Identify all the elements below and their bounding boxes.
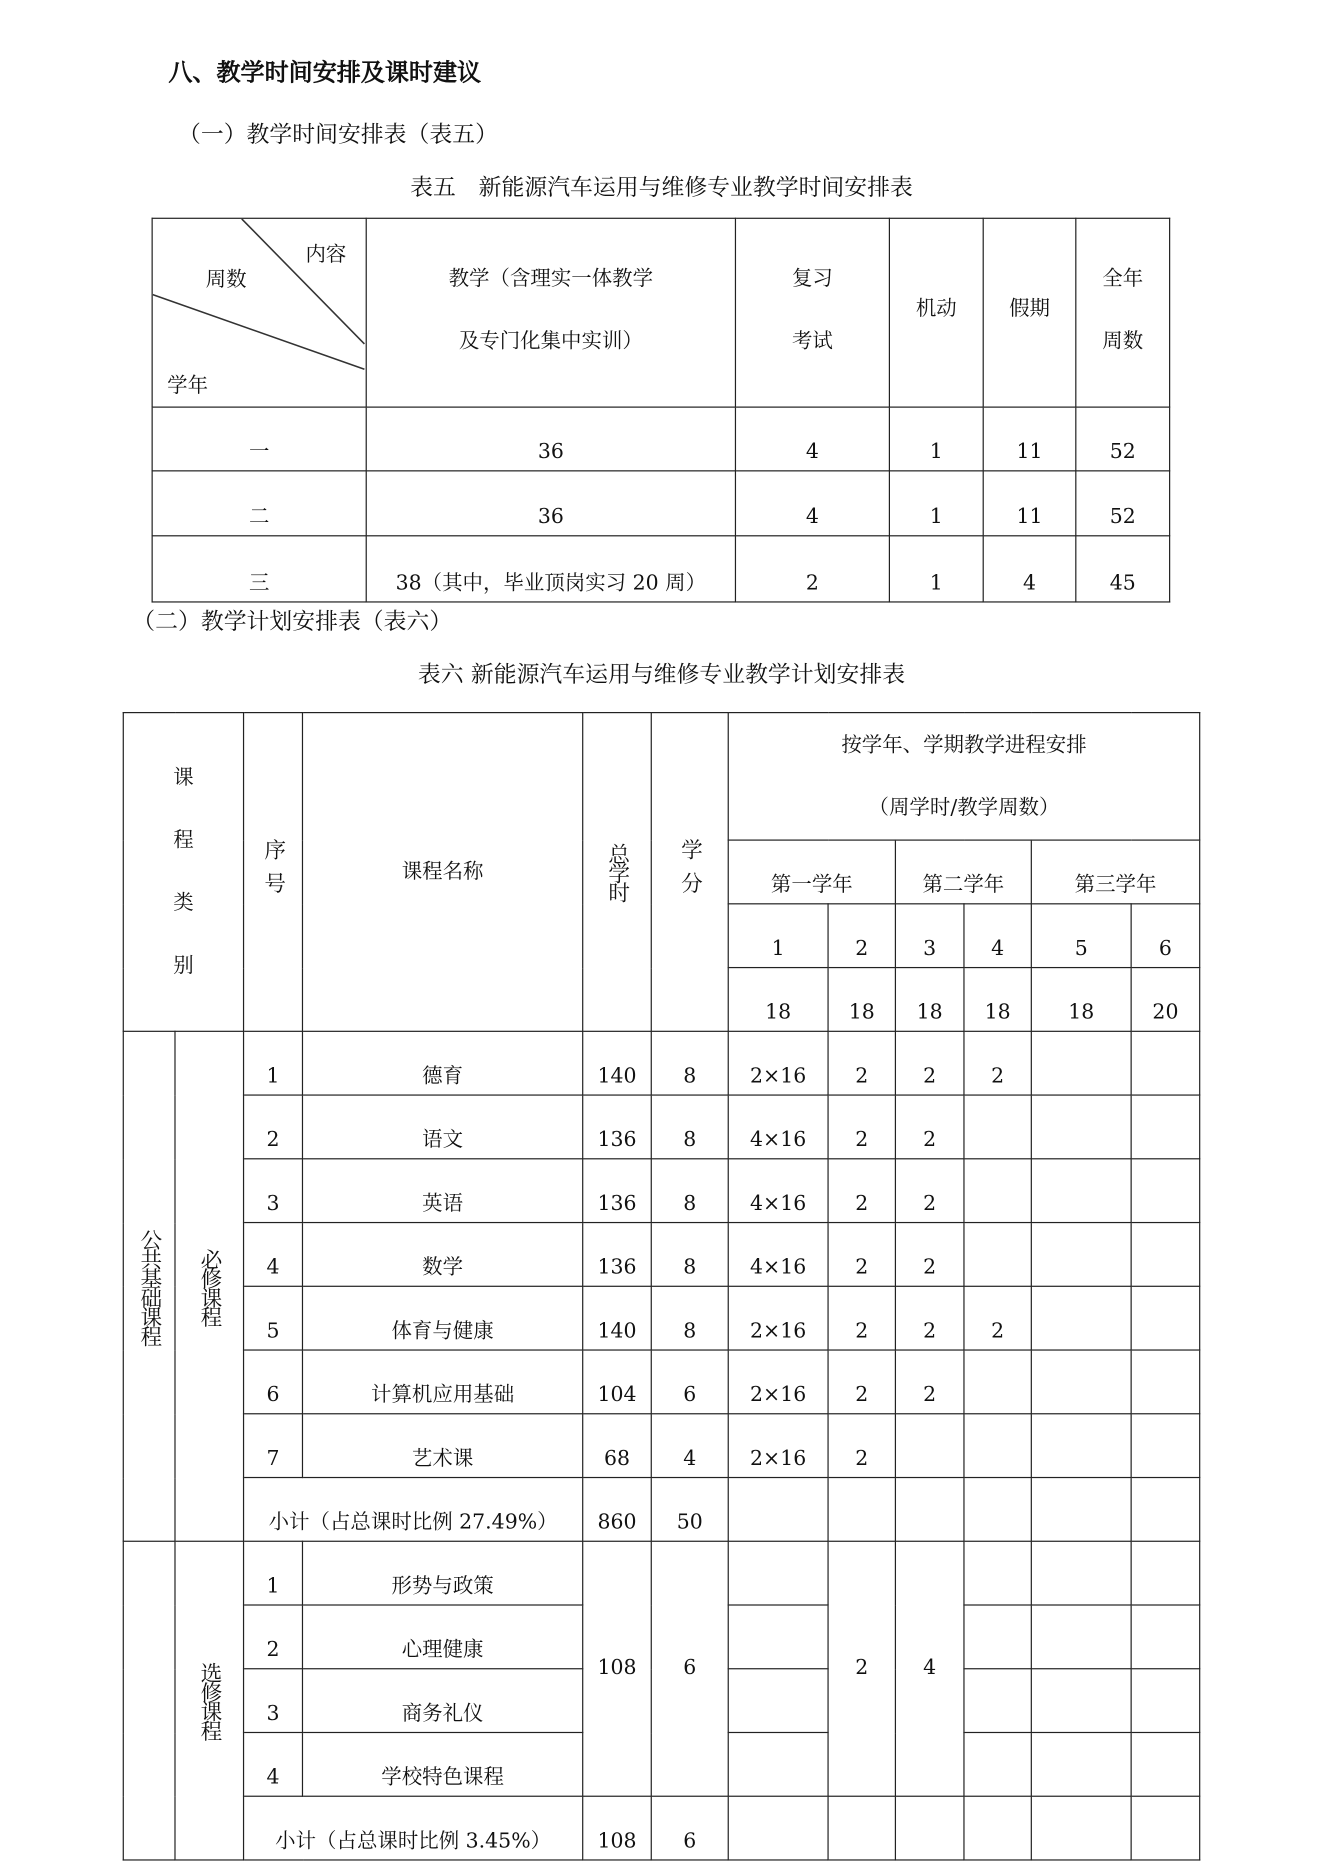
empty-cell xyxy=(728,1796,828,1860)
cell-7 xyxy=(964,1414,1031,1478)
header-review-exam: 复习 考试 xyxy=(735,218,889,407)
cell-4: 11 xyxy=(983,471,1076,536)
required-category: 必修课程 xyxy=(175,1031,244,1541)
header-total-hours: 总学时 xyxy=(583,713,652,1032)
empty-cell xyxy=(1031,1796,1131,1860)
elective-category: 选修课程 xyxy=(175,1541,244,1860)
subtotal-label: 小计（占总课时比例 3.45%） xyxy=(244,1796,583,1860)
cell-name: 商务礼仪 xyxy=(302,1669,582,1733)
cell-4: 2×16 xyxy=(728,1350,828,1414)
cell-6: 2 xyxy=(895,1159,964,1223)
empty-cell xyxy=(895,1478,964,1542)
cell-2: 2 xyxy=(735,536,889,602)
cell-1: 38（其中，毕业顶岗实习 20 周） xyxy=(366,536,735,602)
cell-7 xyxy=(964,1095,1031,1159)
cell-6: 2 xyxy=(895,1223,964,1287)
cell-2: 136 xyxy=(583,1095,652,1159)
cell-3: 1 xyxy=(889,536,983,602)
cell-8 xyxy=(1031,1159,1131,1223)
cell-0: 二 xyxy=(152,471,366,536)
subsection-title-2: （二）教学计划安排表（表六） xyxy=(132,608,453,636)
cell-5: 2 xyxy=(828,1095,895,1159)
cell-3: 6 xyxy=(651,1350,728,1414)
cell-seq: 2 xyxy=(244,1605,303,1669)
cell-0: 7 xyxy=(244,1414,303,1478)
cell-1: 体育与健康 xyxy=(302,1286,582,1350)
cell-6 xyxy=(895,1414,964,1478)
header-year-3: 第三学年 xyxy=(1031,840,1199,904)
cell-5: 52 xyxy=(1076,407,1170,471)
cell-6: 2 xyxy=(895,1350,964,1414)
table-row xyxy=(123,1541,1199,1605)
cell-seq: 4 xyxy=(244,1732,303,1796)
cell-2: 4 xyxy=(735,471,889,536)
cell-4: 2×16 xyxy=(728,1031,828,1095)
cell-1: 数学 xyxy=(302,1223,582,1287)
cell-2: 4 xyxy=(735,407,889,471)
header-weeks: 20 xyxy=(1131,968,1200,1032)
empty-cell xyxy=(964,1541,1031,1605)
cell-8 xyxy=(1031,1286,1131,1350)
cell-7: 2 xyxy=(964,1031,1031,1095)
cell-2: 140 xyxy=(583,1286,652,1350)
cell-2: 68 xyxy=(583,1414,652,1478)
cell-9 xyxy=(1131,1095,1200,1159)
table-row xyxy=(152,536,1169,602)
header-holiday: 假期 xyxy=(983,218,1076,407)
cell-8 xyxy=(1031,1031,1131,1095)
table-row xyxy=(123,1350,1199,1414)
empty-cell xyxy=(1131,1478,1200,1542)
table-row xyxy=(152,471,1169,536)
empty-cell xyxy=(1031,1478,1131,1542)
cell-1: 语文 xyxy=(302,1095,582,1159)
header-semester: 3 xyxy=(895,904,964,968)
table-row xyxy=(123,1031,1199,1095)
header-semester: 5 xyxy=(1031,904,1131,968)
header-credit: 学分 xyxy=(651,713,728,1032)
cell-3: 8 xyxy=(651,1095,728,1159)
cell-name: 学校特色课程 xyxy=(302,1732,582,1796)
cell-0: 3 xyxy=(244,1159,303,1223)
header-schedule: 按学年、学期教学进程安排 （周学时/教学周数） xyxy=(728,713,1200,840)
cell-4: 4 xyxy=(983,536,1076,602)
cell-1: 36 xyxy=(366,471,735,536)
cell-3: 8 xyxy=(651,1223,728,1287)
subtotal-row xyxy=(123,1478,1199,1542)
cell-1: 36 xyxy=(366,407,735,471)
table-row xyxy=(123,1159,1199,1223)
header-weeks: 18 xyxy=(964,968,1031,1032)
cell-5: 2 xyxy=(828,1286,895,1350)
diagonal-header-cell xyxy=(152,218,366,407)
empty-cell xyxy=(828,1796,895,1860)
table6-caption: 表六 新能源汽车运用与维修专业教学计划安排表 xyxy=(417,661,906,688)
cell-3: 8 xyxy=(651,1031,728,1095)
table-row xyxy=(123,1414,1199,1478)
cell-9 xyxy=(1131,1031,1200,1095)
empty-cell xyxy=(1131,1605,1200,1669)
empty-category xyxy=(123,1541,175,1860)
header-semester: 4 xyxy=(964,904,1031,968)
table6 xyxy=(123,712,1201,1861)
empty-cell xyxy=(828,1478,895,1542)
subtotal-hours: 108 xyxy=(583,1796,652,1860)
cell-5: 45 xyxy=(1076,536,1170,602)
empty-cell xyxy=(964,1478,1031,1542)
empty-cell xyxy=(895,1796,964,1860)
header-year-2: 第二学年 xyxy=(895,840,1031,904)
cell-7: 2 xyxy=(964,1286,1031,1350)
header-teaching: 教学（含理实一体教学 及专门化集中实训） xyxy=(366,218,735,407)
empty-cell xyxy=(728,1478,828,1542)
empty-cell xyxy=(964,1732,1031,1796)
cell-9 xyxy=(1131,1414,1200,1478)
table-row xyxy=(152,407,1169,471)
elective-sem2: 2 xyxy=(828,1541,895,1796)
header-weeks: 18 xyxy=(828,968,895,1032)
cell-4: 2×16 xyxy=(728,1414,828,1478)
subtotal-hours: 860 xyxy=(583,1478,652,1542)
elective-sem3: 4 xyxy=(895,1541,964,1796)
cell-7 xyxy=(964,1223,1031,1287)
empty-cell xyxy=(964,1669,1031,1733)
header-year-1: 第一学年 xyxy=(728,840,895,904)
subtotal-label: 小计（占总课时比例 27.49%） xyxy=(244,1478,583,1542)
cell-4: 11 xyxy=(983,407,1076,471)
cell-8 xyxy=(1031,1414,1131,1478)
cell-0: 1 xyxy=(244,1031,303,1095)
subtotal-row xyxy=(123,1796,1199,1860)
cell-5: 2 xyxy=(828,1350,895,1414)
cell-5: 2 xyxy=(828,1159,895,1223)
header-total-weeks: 全年 周数 xyxy=(1076,218,1170,407)
cell-9 xyxy=(1131,1286,1200,1350)
cell-8 xyxy=(1031,1095,1131,1159)
cell-0: 6 xyxy=(244,1350,303,1414)
cell-2: 140 xyxy=(583,1031,652,1095)
empty-cell xyxy=(1031,1669,1131,1733)
header-content-label: 内容 xyxy=(305,242,347,267)
cell-4: 4×16 xyxy=(728,1159,828,1223)
cell-2: 104 xyxy=(583,1350,652,1414)
empty-cell xyxy=(1131,1796,1200,1860)
table5-caption: 表五 新能源汽车运用与维修专业教学时间安排表 xyxy=(410,174,913,201)
empty-cell xyxy=(1031,1732,1131,1796)
empty-cell xyxy=(728,1732,828,1796)
header-weeks: 18 xyxy=(1031,968,1131,1032)
cell-6: 2 xyxy=(895,1286,964,1350)
section-title: 八、教学时间安排及课时建议 xyxy=(168,57,482,87)
header-seq: 序号 xyxy=(244,713,303,1032)
subtotal-credit: 50 xyxy=(651,1478,728,1542)
cell-6: 2 xyxy=(895,1095,964,1159)
header-course-name: 课程名称 xyxy=(302,713,582,1032)
header-semester: 6 xyxy=(1131,904,1200,968)
cell-0: 2 xyxy=(244,1095,303,1159)
empty-cell xyxy=(1131,1541,1200,1605)
cell-name: 心理健康 xyxy=(302,1605,582,1669)
cell-5: 2 xyxy=(828,1031,895,1095)
cell-seq: 1 xyxy=(244,1541,303,1605)
empty-cell xyxy=(1131,1669,1200,1733)
cell-5: 2 xyxy=(828,1414,895,1478)
cell-0: 4 xyxy=(244,1223,303,1287)
cell-1: 英语 xyxy=(302,1159,582,1223)
cell-3: 1 xyxy=(889,407,983,471)
cell-9 xyxy=(1131,1350,1200,1414)
elective-hours: 108 xyxy=(583,1541,652,1796)
cell-1: 艺术课 xyxy=(302,1414,582,1478)
empty-cell xyxy=(728,1541,828,1605)
header-semester: 2 xyxy=(828,904,895,968)
cell-4: 4×16 xyxy=(728,1223,828,1287)
cell-7 xyxy=(964,1350,1031,1414)
empty-cell xyxy=(964,1605,1031,1669)
cell-3: 8 xyxy=(651,1286,728,1350)
header-category: 课 程 类 别 xyxy=(123,713,243,1032)
subsection-title-1: （一）教学时间安排表（表五） xyxy=(177,121,498,148)
cell-4: 2×16 xyxy=(728,1286,828,1350)
cell-3: 4 xyxy=(651,1414,728,1478)
table-row xyxy=(123,1223,1199,1287)
header-weeks: 18 xyxy=(895,968,964,1032)
public-basic-category: 公共基础课程 xyxy=(123,1031,175,1541)
table-row xyxy=(123,1095,1199,1159)
cell-4: 4×16 xyxy=(728,1095,828,1159)
empty-cell xyxy=(728,1669,828,1733)
cell-1: 计算机应用基础 xyxy=(302,1350,582,1414)
table-row xyxy=(123,1286,1199,1350)
cell-5: 2 xyxy=(828,1223,895,1287)
elective-credit: 6 xyxy=(651,1541,728,1796)
cell-2: 136 xyxy=(583,1223,652,1287)
table5 xyxy=(152,218,1171,603)
cell-9 xyxy=(1131,1223,1200,1287)
cell-5: 52 xyxy=(1076,471,1170,536)
empty-cell xyxy=(1031,1605,1131,1669)
cell-3: 1 xyxy=(889,471,983,536)
cell-6: 2 xyxy=(895,1031,964,1095)
cell-0: 三 xyxy=(152,536,366,602)
cell-8 xyxy=(1031,1350,1131,1414)
header-weeks: 18 xyxy=(728,968,828,1032)
header-flexible: 机动 xyxy=(889,218,983,407)
cell-3: 8 xyxy=(651,1159,728,1223)
empty-cell xyxy=(1031,1541,1131,1605)
cell-0: 5 xyxy=(244,1286,303,1350)
cell-name: 形势与政策 xyxy=(302,1541,582,1605)
cell-7 xyxy=(964,1159,1031,1223)
empty-cell xyxy=(1131,1732,1200,1796)
header-year-label: 学年 xyxy=(167,374,209,399)
header-semester: 1 xyxy=(728,904,828,968)
cell-9 xyxy=(1131,1159,1200,1223)
cell-8 xyxy=(1031,1223,1131,1287)
cell-seq: 3 xyxy=(244,1669,303,1733)
empty-cell xyxy=(964,1796,1031,1860)
cell-1: 德育 xyxy=(302,1031,582,1095)
cell-0: 一 xyxy=(152,407,366,471)
header-weeks-label: 周数 xyxy=(205,268,247,293)
subtotal-credit: 6 xyxy=(651,1796,728,1860)
empty-cell xyxy=(728,1605,828,1669)
cell-2: 136 xyxy=(583,1159,652,1223)
